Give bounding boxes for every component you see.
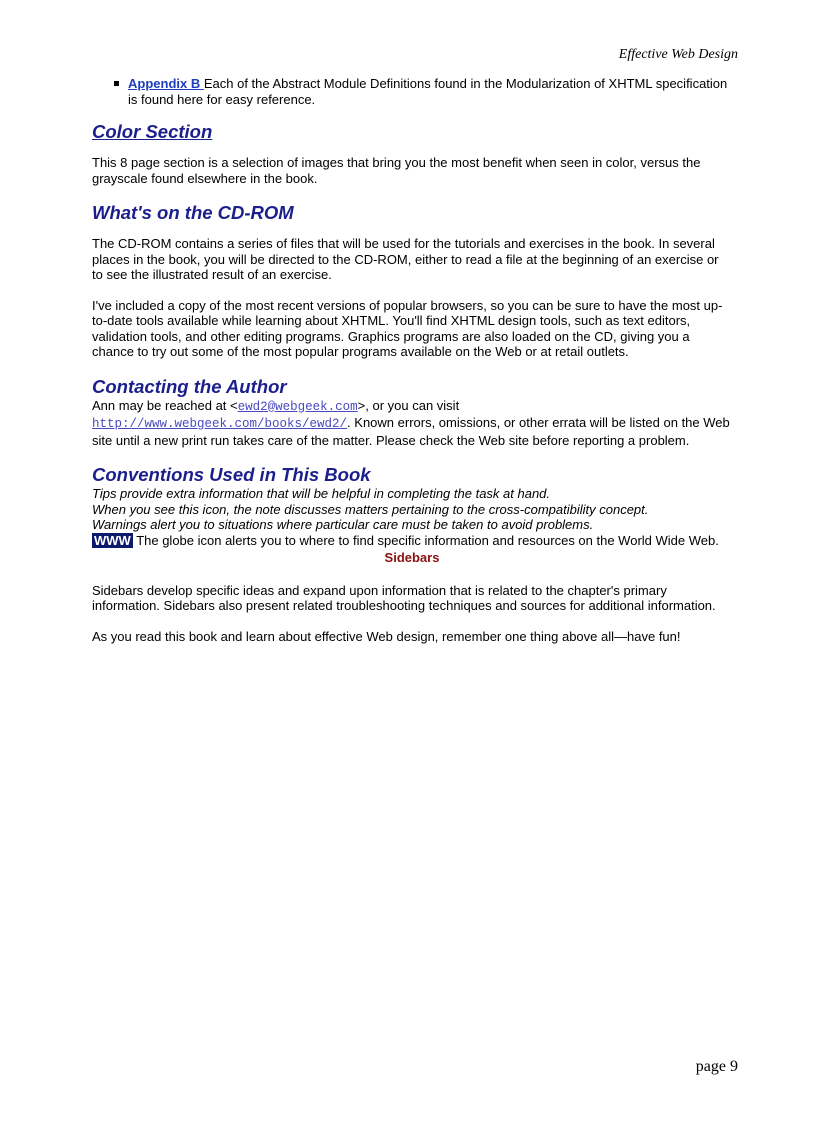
www-convention-text: The globe icon alerts you to where to find specific information and resources on the World Wide Web.: [132, 532, 719, 548]
cdrom-section-heading: What's on the CD-ROM: [92, 202, 294, 223]
conventions-section-heading: Conventions Used in This Book: [92, 464, 371, 485]
cdrom-paragraph-2: I've included a copy of the most recent versions of popular browsers, so you can be sure to have the most up-to-date tools available while learning about XHTML. You'll find XHTML design tools, such as text editors, validation tools, and other editing programs. Graphics programs are also loaded on the CD, giving you a chance to try out some of the most popular programs available on the Web or at retail outlets.: [92, 297, 723, 359]
www-convention: [92, 533, 732, 549]
color-section-heading: Color Section: [92, 121, 213, 142]
note-convention: When you see this icon, the note discusses matters pertaining to the cross-compatibility concept.: [92, 501, 649, 517]
appendix-b-description: Each of the Abstract Module Definitions found in the Modularization of XHTML specification is found here for easy reference.: [128, 76, 728, 107]
www-icon: WWW: [94, 532, 131, 548]
website-url-link[interactable]: http://www.webgeek.com/books/ewd2/: [92, 417, 348, 431]
author-text-2: >, or you can visit: [357, 397, 460, 413]
warning-convention: Warnings alert you to situations where particular care must be taken to avoid problems.: [92, 517, 594, 532]
tip-convention: Tips provide extra information that will be helpful in completing the task at hand.: [92, 486, 551, 501]
author-email-link[interactable]: ewd2@webgeek.com: [237, 399, 358, 414]
square-bullet-icon: [114, 81, 119, 86]
color-section-body: This 8 page section is a selection of images that bring you the most benefit when seen in color, versus the grayscale found elsewhere in the book.: [92, 155, 701, 186]
appendix-b-link[interactable]: Appendix B: [128, 76, 204, 91]
author-contact-paragraph: [92, 398, 732, 449]
cdrom-paragraph-1: The CD-ROM contains a series of files that will be used for the tutorials and exercises in the book. In several places in the book, you will be directed to the CD-ROM, either to read a file at the beginning of an exercise or to see the illustrated result of an exercise.: [92, 236, 719, 282]
page-content: [92, 76, 732, 644]
author-text-3: . Known errors, omissions, or other errata will be listed on the Web site until a new print run takes care of the matter. Please check the Web site before reporting a problem.: [92, 415, 730, 448]
sidebars-body: Sidebars develop specific ideas and expand upon information that is related to the chapter's primary information. Sidebars also present related troubleshooting techniques and sources for additional information.: [92, 582, 716, 613]
appendix-b-list-item: [92, 76, 732, 107]
author-text-1: Ann may be reached at <: [92, 397, 238, 413]
author-section-heading: Contacting the Author: [92, 375, 287, 397]
closing-paragraph: As you read this book and learn about effective Web design, remember one thing above all—have fun!: [92, 628, 681, 644]
sidebars-title: Sidebars: [384, 550, 440, 565]
running-header: Effective Web Design: [618, 47, 738, 62]
page-number: page 9: [695, 1058, 738, 1075]
